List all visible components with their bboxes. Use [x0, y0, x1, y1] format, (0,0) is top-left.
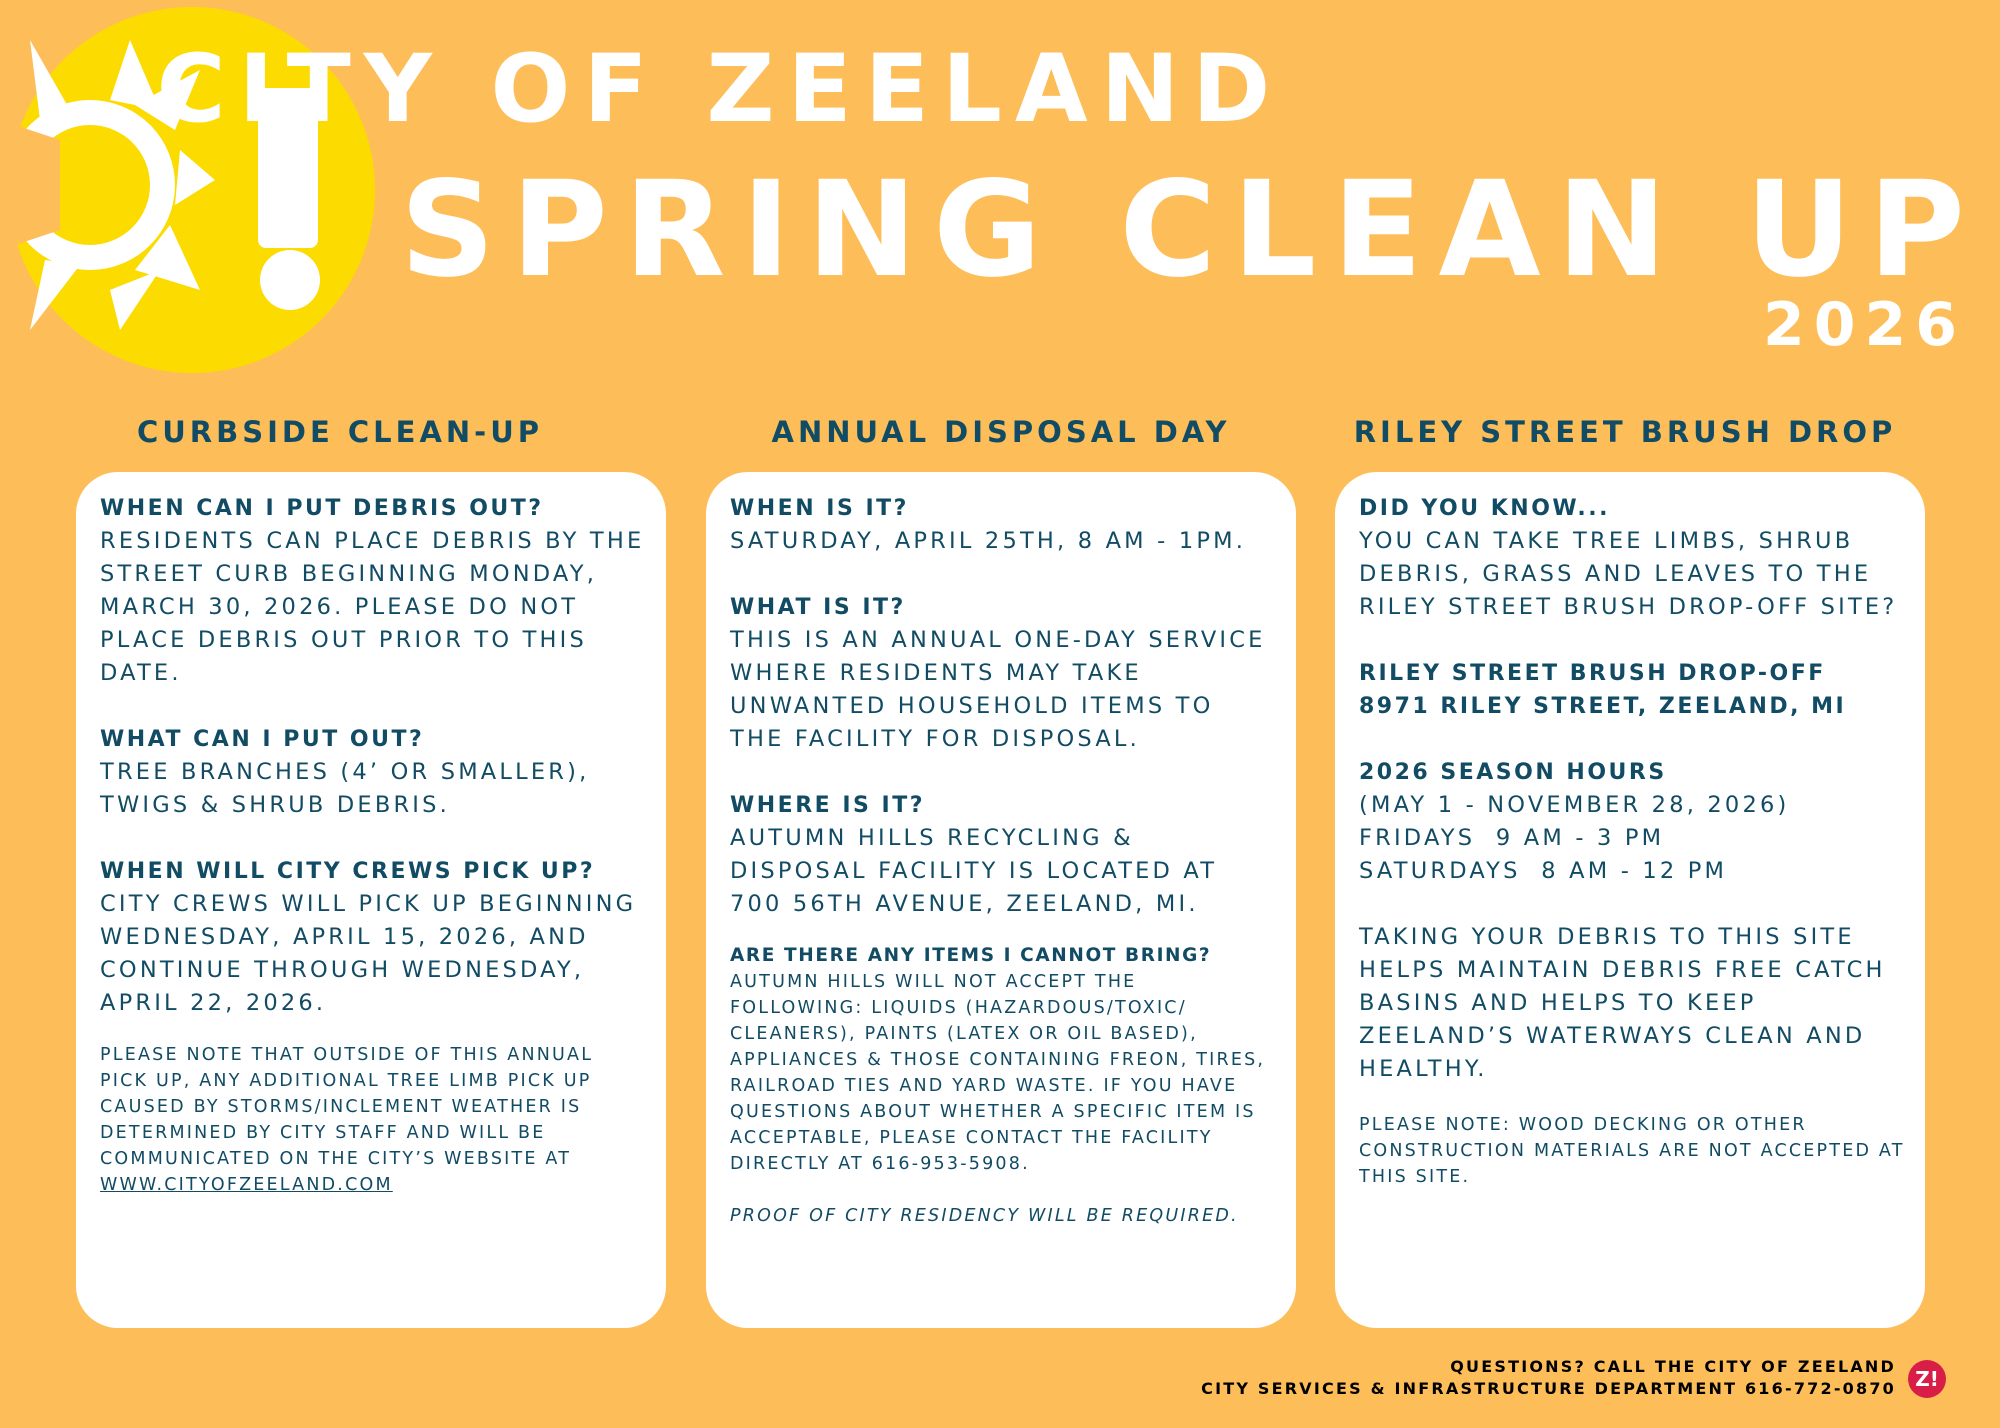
- brush-note: PLEASE NOTE: WOOD DECKING OR OTHER CONSTRUCTION MATERIALS ARE NOT ACCEPTED AT THIS SITE.: [1359, 1115, 1905, 1187]
- question-when-is-it: WHEN IS IT?: [730, 496, 909, 521]
- site-name: RILEY STREET BRUSH DROP-OFF: [1359, 661, 1826, 686]
- title-event: SPRING CLEAN UP: [400, 153, 1982, 307]
- title-city: CITY OF ZEELAND: [156, 35, 1284, 144]
- hours-fridays: FRIDAYS 9 AM - 3 PM: [1359, 825, 1665, 851]
- answer-when-is-it: SATURDAY, APRIL 25TH, 8 AM - 1PM.: [730, 528, 1247, 554]
- heading-disposal-day: ANNUAL DISPOSAL DAY: [771, 415, 1231, 449]
- card-brush-drop: [1335, 472, 1925, 1328]
- footer-line-questions: QUESTIONS? CALL THE CITY OF ZEELAND: [1450, 1357, 1896, 1376]
- question-what-out: WHAT CAN I PUT OUT?: [100, 727, 425, 752]
- answer-did-you-know: YOU CAN TAKE TREE LIMBS, SHRUB DEBRIS, GRASS AND LEAVES TO THE RILEY STREET BRUSH DROP-OFF SITE?: [1359, 528, 1898, 620]
- curbside-note: [100, 1042, 646, 1198]
- answer-when-debris: RESIDENTS CAN PLACE DEBRIS BY THE STREET CURB BEGINNING MONDAY, MARCH 30, 2026. PLEASE DO NOT PLACE DEBRIS OUT PRIOR TO THIS DATE.: [100, 528, 645, 686]
- heading-curbside: CURBSIDE CLEAN-UP: [136, 415, 544, 449]
- heading-brush-drop: RILEY STREET BRUSH DROP: [1353, 415, 1897, 449]
- season-dates: (MAY 1 - NOVEMBER 28, 2026): [1359, 792, 1790, 818]
- hours-saturdays: SATURDAYS 8 AM - 12 PM: [1359, 858, 1728, 884]
- zeeland-z-logo-icon: Z!: [1908, 1360, 1946, 1398]
- footer-contact: [1201, 1356, 1896, 1400]
- season-hours-heading: 2026 SEASON HOURS: [1359, 760, 1667, 785]
- card-curbside: [76, 472, 666, 1328]
- card-disposal-day: [706, 472, 1296, 1328]
- answer-where-is-it: AUTUMN HILLS RECYCLING & DISPOSAL FACILITY IS LOCATED AT 700 56TH AVENUE, ZEELAND, MI.: [730, 825, 1218, 917]
- question-pickup: WHEN WILL CITY CREWS PICK UP?: [100, 859, 596, 884]
- answer-what-out: TREE BRANCHES (4’ OR SMALLER), TWIGS & SHRUB DEBRIS.: [100, 759, 590, 818]
- title-year: 2026: [1763, 290, 1966, 360]
- curbside-note-text: PLEASE NOTE THAT OUTSIDE OF THIS ANNUAL PICK UP, ANY ADDITIONAL TREE LIMB PICK UP CAUSED BY STORMS/INCLEMENT WEATHER IS DETERMINED BY CITY STAFF AND WILL BE COMMUNICATED ON THE CITY’S WEBSITE AT: [100, 1045, 594, 1169]
- site-benefit: TAKING YOUR DEBRIS TO THIS SITE HELPS MAINTAIN DEBRIS FREE CATCH BASINS AND HELPS TO KEEP ZEELAND’S WATERWAYS CLEAN AND HEALTHY.: [1359, 924, 1886, 1082]
- question-what-is-it: WHAT IS IT?: [730, 595, 906, 620]
- residency-note: PROOF OF CITY RESIDENCY WILL BE REQUIRED.: [730, 1206, 1239, 1226]
- answer-what-is-it: THIS IS AN ANNUAL ONE-DAY SERVICE WHERE RESIDENTS MAY TAKE UNWANTED HOUSEHOLD ITEMS TO THE FACILITY FOR DISPOSAL.: [730, 627, 1266, 752]
- site-address: 8971 RILEY STREET, ZEELAND, MI: [1359, 694, 1847, 719]
- footer-line-department: CITY SERVICES & INFRASTRUCTURE DEPARTMENT 616-772-0870: [1201, 1379, 1896, 1398]
- answer-items-not-allowed: AUTUMN HILLS WILL NOT ACCEPT THE FOLLOWING: LIQUIDS (HAZARDOUS/TOXIC/ CLEANERS), PAINTS (LATEX OR OIL BASED), APPLIANCES & THOSE CONTAINING FREON, TIRES, RAILROAD TIES AND YARD WASTE. IF YOU HAVE QUESTIONS ABOUT WHETHER A SPECIFIC ITEM IS ACCEPTABLE, PLEASE CONTACT THE FACILITY DIRECTLY AT 616-953-5908.: [730, 972, 1266, 1174]
- answer-pickup: CITY CREWS WILL PICK UP BEGINNING WEDNESDAY, APRIL 15, 2026, AND CONTINUE THROUGH WEDNESDAY, APRIL 22, 2026.: [100, 891, 637, 1016]
- question-when-debris: WHEN CAN I PUT DEBRIS OUT?: [100, 496, 544, 521]
- question-did-you-know: DID YOU KNOW...: [1359, 496, 1610, 521]
- question-where-is-it: WHERE IS IT?: [730, 793, 925, 818]
- website-link[interactable]: WWW.CITYOFZEELAND.COM: [100, 1175, 393, 1195]
- question-items-not-allowed: ARE THERE ANY ITEMS I CANNOT BRING?: [730, 945, 1212, 966]
